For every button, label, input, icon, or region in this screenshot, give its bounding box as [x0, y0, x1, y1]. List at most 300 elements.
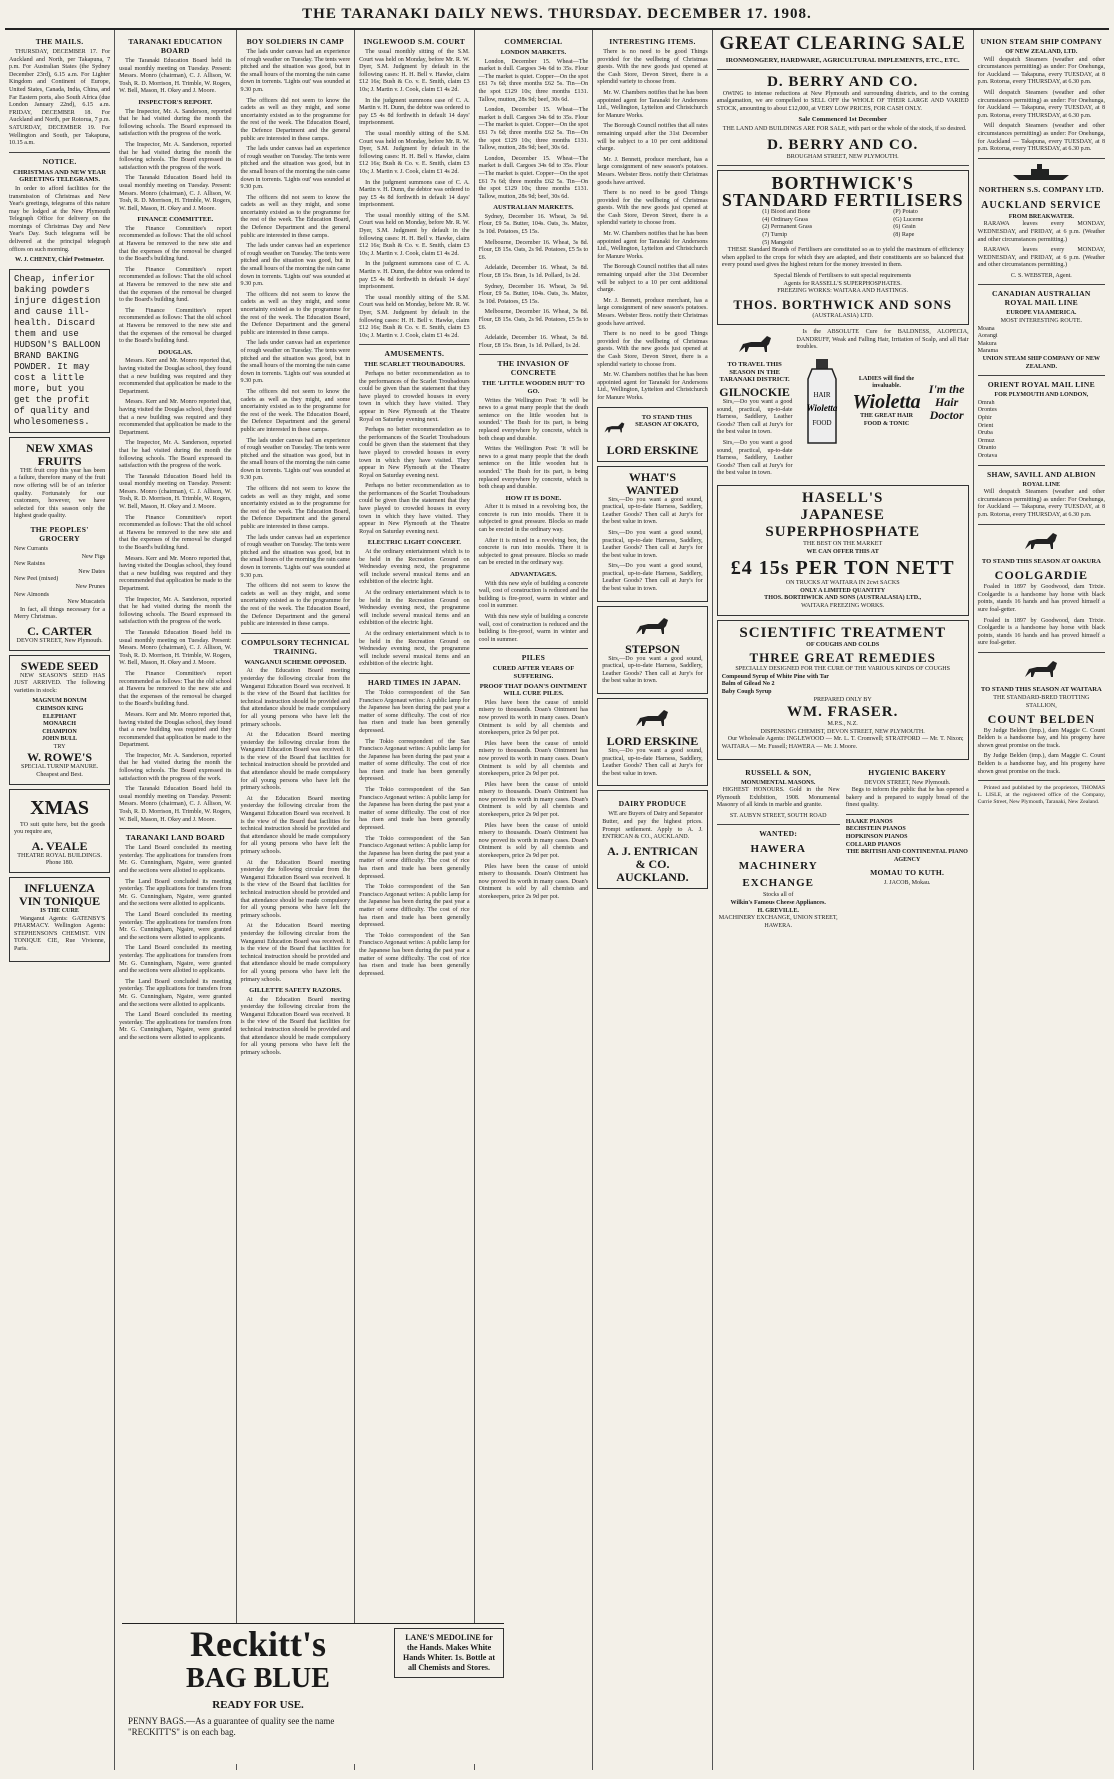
wanted-text: Sirs,—Do you want a good sound, practical, up-to-date Harness, Saddlery, Leather Goods? Then call at Jury's for the best value in town.	[716, 399, 793, 436]
column-7	[713, 30, 974, 1770]
orient-ship: Omrah	[977, 399, 995, 406]
reckitts-row	[122, 1624, 504, 1742]
stallion-row	[602, 412, 703, 444]
stallion1-heading: TO STAND THIS SEASON AT OKATO,	[635, 413, 699, 429]
orient-ship: Ophir	[977, 415, 992, 421]
fertiliser-item: (P) Potato	[893, 209, 918, 216]
fertiliser-item: (7) Turnip	[762, 231, 788, 238]
union-text: Will despatch Steamers (weather and other circumstances permitting) as under: For Onehunga, for Auckland — Takapuna, every TUESDAY, at 8 p.m. Rotorua, every THURSDAY, at 6.30 p.m.	[977, 123, 1106, 153]
whats-wanted-ad	[597, 466, 708, 602]
fertiliser-item: (2) Permanent Grass	[762, 224, 813, 231]
horse-icon	[632, 614, 672, 640]
japan-text: The Tokio correspondent of the San Francisco Argonaut writes: A public lamp for the Japanese has been during the past year a matter of some difficulty. The cost of rice has risen and trade has been generally depressed.	[359, 738, 470, 783]
electric-text: At the ordinary entertainment which is to be held in the Recreation Ground on Wednesday evening next, the programme will include several musical items and an exhibition of the electric light.	[359, 590, 470, 627]
divider	[846, 814, 969, 815]
auckland-heading: AUCKLAND SERVICE	[981, 199, 1102, 211]
electric-text: At the ordinary entertainment which is to be held in the Recreation Ground on Wednesday evening next, the programme will include several musical items and an exhibition of the electric light.	[359, 630, 470, 668]
gilnockie-heading: TO TRAVEL THIS SEASON IN THE TARANAKI DISTRICT.	[719, 361, 790, 384]
ship-list	[978, 326, 1105, 356]
shipping-co: UNION STEAM SHIP COMPANY OF NEW ZEALAND.	[982, 356, 1101, 370]
education-text: The Taranaki Education Board held its usual monthly meeting on Tuesday. Present: Messrs. Monro (chairman), C. J. Allison, W. Tosh, R. D. Morrison, H. Trimble, W. Rogers, W. Bell, Mason, H. Okey and J. Moore.	[119, 175, 232, 212]
court-text: In the judgment summons case of C. A. Martin v. H. Dunn, the debtor was ordered to pay £5 4s 8d forthwith in default 14 days' imprisonment.	[359, 97, 470, 127]
influenza-heading: INFLUENZA	[24, 881, 95, 896]
concrete-text: Writes the Wellington Post: 'It will be news to a great many people that the death sentence on the little wooden hut is sounded.' The Bush for its part, is being replaced everywhere by concrete, which is both cheap and durable.	[478, 446, 589, 491]
camp-text: The lads under canvas had an experience of rough weather on Tuesday. The tents were pitched and the situation was good, but in the small hours of the morning the rain came down in torrents. 'Lights out' was sounded at 9.30 p.m.	[240, 534, 351, 579]
camp-text: The officers did not seem to know the cadets as well as they might, and some uncertainty existed as to the programme for the rest of the week. The Education Board, the Defence Department and the general public are interested in these camps.	[240, 194, 351, 239]
finance-heading: FINANCE COMMITTEE.	[137, 216, 214, 224]
grocery-item: New Prunes	[75, 583, 106, 590]
piano-brand-name: HOPKINSON	[845, 834, 883, 841]
union-heading: UNION STEAM SHIP COMPANY	[980, 37, 1103, 46]
training-text: At the Education Board meeting yesterday the following circular from the Wanganui Education Board was received. It is the view of the Board that facilities for technical instruction should be provided and that attendance should be made compulsory for all young persons who have left the primary schools.	[240, 923, 351, 983]
douglas-text: Messrs. Kerr and Mr. Monro reported that, having visited the Douglas school, they found that a new building was required and they recommended that application be made to the Department.	[119, 555, 232, 592]
wanted-text: Sirs,—Do you want a good sound, practical, up-to-date Harness, Saddlery, Leather Goods? Then call at Jury's for the best value in town.	[602, 748, 703, 777]
inspectors-heading: INSPECTOR'S REPORT.	[138, 98, 213, 106]
land-text: The Land Board concluded its meeting yesterday. The applications for transfers from Mr. G. Cunningham, Ngaire, were granted and the sections were allotted to applicants.	[119, 845, 232, 874]
notice-subheading: CHRISTMAS AND NEW YEAR GREETING TELEGRAMS.	[13, 168, 107, 184]
borthwick-heading: BORTHWICK'S	[771, 173, 914, 194]
troubadours-text: Perhaps no better recommendation as to the performances of the Scarlet Troubadours could be given than the statement that they have played to crowded houses in every town in which they have visited. They appear in New Plymouth at the Theatre Royal on Saturday evening next.	[359, 370, 470, 423]
training-text: At the Education Board meeting yesterday the following circular from the Wanganui Education Board was received. It is the view of the Board that facilities for technical instruction should be provided and that attendance should be made compulsory for all young persons who have left the primary schools.	[240, 996, 351, 1056]
court-text: The usual monthly sitting of the S.M. Court was held on Monday, before Mr. R. W. Dyer, S.M. Judgment by default in the following cases: H. H. Bell v. Hawke, claim £12 16s; Bush & Co. v. E. Smith, claim £3 10s; J. Martin v. J. Cook, claim £1 4s 2d.	[359, 130, 470, 175]
wanted-heading: WHAT'S WANTED	[626, 469, 679, 497]
belden-text: By Judge Belden (imp.), dam Maggie C. Count Belden is a handsome bay, and his progeny have shown great promise on the track.	[977, 753, 1106, 775]
grocery-list	[14, 546, 105, 607]
column-8	[974, 30, 1109, 1770]
russell-heading: RUSSELL & SON,	[745, 767, 812, 777]
piano-brand	[846, 834, 969, 842]
japan-text: The Tokio correspondent of the San Francisco Argonaut writes: A public lamp for the Japanese has been during the past year a matter of some difficulty. The cost of rice has risen and trade has been generally depressed.	[359, 689, 470, 734]
swede-varieties	[14, 698, 105, 744]
carter-address: DEVON STREET, New Plymouth.	[16, 637, 103, 644]
column-4	[355, 30, 475, 1770]
japan-text: The Tokio correspondent of the San Francisco Argonaut writes: A public lamp for the Japanese has been during the past year a matter of some difficulty. The cost of rice has risen and trade has been generally depressed.	[359, 932, 470, 977]
hawera-wilkins: Wilkin's Famous Cheese Appliances.	[730, 900, 826, 907]
piano-brand	[846, 826, 969, 834]
hygienic-ad	[846, 764, 969, 931]
mails-text: THURSDAY, DECEMBER 17. For Auckland and North, per Takapuna, 7 p.m. For Australian States (the Sydney December 23rd), 6.15 a.m. For Lighter Kingdom and Continent of Europe, United States, Canada, India, China, and Far Eastern ports, also South Africa (due London January 22nd), 6.15 a.m. FRIDAY, DECEMBER 18. For Auckland and North, per Rotorua, 7 p.m. SATURDAY, DECEMBER 19. For Wellington and South, per Takapuna, 10.15 a.m.	[9, 49, 111, 147]
dairy-heading: DAIRY PRODUCE	[618, 799, 687, 809]
training-text: At the Education Board meeting yesterday the following circular from the Wanganui Education Board was received. It is the view of the Board that facilities for technical instruction should be provided and that attendance should be made compulsory for all young persons who have left the primary schools.	[240, 859, 351, 919]
rowe-subtext: SPECIAL TURNIP MANURE. Cheapest and Best.	[21, 764, 99, 779]
fertiliser-text: THESE Standard Brands of Fertilisers are constituted so as to yield the maximum of efficiency when applied to the crops for which they are adapted, and their constituents are so balanced that every pound used gives the highest return for the money invested in them.	[721, 247, 964, 269]
shaw-sub: ROYAL LINE	[1022, 481, 1061, 488]
fertiliser-item: (8) Rape	[893, 231, 915, 238]
mails-heading: THE MAILS.	[35, 37, 84, 46]
column-3	[237, 30, 356, 1770]
printed-by: Printed and published by the proprietors, THOMAS L. LISLE, at the registered office of the Company, Currie Street, New Plymouth, Taranaki, New Zealand.	[977, 785, 1106, 805]
auckland-text: RARAWA leaves every MONDAY, WEDNESDAY, and FRIDAY, at 6 p.m. (Weather and other circumstances permitting.)	[977, 221, 1106, 243]
piano-brand-name: HAAKE	[845, 818, 869, 825]
rowe-try: TRY	[53, 743, 66, 750]
auckland-text: RARAWA leaves every MONDAY, WEDNESDAY, and FRIDAY, at 6 p.m. (Weather and other circumstances permitting.)	[977, 247, 1106, 269]
camp-text: The lads under canvas had an experience of rough weather on Tuesday. The tents were pitched and the situation was good, but in the small hours of the morning the rain came down in torrents. 'Lights out' was sounded at 9.30 p.m.	[240, 146, 351, 191]
piles-subheading: CURED AFTER YEARS OF SUFFERING.	[492, 665, 575, 680]
union-text: Will despatch Steamers (weather and other circumstances permitting) as under: For Onehunga, for Auckland — Takapuna, every TUESDAY, at 8 p.m. Rotorua, every THURSDAY, at 6.30 p.m.	[977, 56, 1106, 86]
wanted-text: Sirs,—Do you want a good sound, practical, up-to-date Harness, Saddlery, Leather Goods? Then call at Jury's for the best value in town.	[602, 655, 703, 685]
vin-tonique-heading: VIN TONIQUE	[18, 894, 101, 909]
clearing-sale-sub: IRONMONGERY, HARDWARE, AGRICULTURAL IMPLEMENTS, ETC., ETC.	[725, 57, 960, 64]
agent: C. S. WEBSTER, Agent.	[1010, 272, 1072, 279]
northern-heading: NORTHERN S.S. COMPANY LTD.	[978, 184, 1104, 194]
europe-heading: EUROPE VIA AMERICA.	[1006, 310, 1077, 317]
ship-name: Moana	[977, 325, 995, 332]
japan-text: The Tokio correspondent of the San Francisco Argonaut writes: A public lamp for the Japanese has been during the past year a matter of some difficulty. The cost of rice has risen and trade has been generally depressed.	[359, 835, 470, 880]
fertiliser-list	[722, 209, 964, 247]
interesting-items-heading: INTERESTING ITEMS.	[609, 37, 696, 46]
belden-stand: TO STAND THIS SEASON AT WAITARA	[980, 685, 1102, 693]
xmas-text: TO suit quite here, but the goods you require are,	[14, 821, 106, 836]
land-text: The Land Board concluded its meeting yesterday. The applications for transfers from Mr. G. Cunningham, Ngaire, were granted and the sections were allotted to applicants.	[119, 1012, 232, 1041]
doan-text: Piles have been the cause of untold misery to thousands. Doan's Ointment has now proved its worth in many cases. Doan's Ointment is sold by all chemists and storekeepers, price 2s 9d per pot.	[478, 781, 589, 819]
piano-brand-name: COLLARD	[845, 841, 877, 848]
gilnockie-ad	[717, 329, 793, 481]
ship-name: Marama	[977, 348, 998, 355]
scientific-ad	[717, 620, 969, 760]
doan-heading: PROOF THAT DOAN'S OINTMENT WILL CURE PILES.	[479, 682, 588, 698]
reckitts-bag-blue: BAG BLUE	[186, 1663, 330, 1694]
fertiliser-right	[893, 209, 923, 247]
how-text: After it is mixed in a revolving box, the concrete is run into moulds. There it is subjected to great pressure. Blocks so made can be erected in the ordinary way.	[478, 504, 589, 534]
adelaide-text: Adelaide, December 16. Wheat, 3s 8d. Flour, £8 15s. Bran, 1s 1d. Pollard, 1s 2d.	[478, 335, 589, 349]
horse-icon	[735, 332, 775, 358]
inspectors-text: The Inspector, Mr. A. Sanderson, reported that he had visited during the month the following schools. The Board expressed its satisfaction with the progress of the work.	[119, 141, 232, 171]
divider	[978, 158, 1105, 159]
berry-name-2: D. BERRY AND CO.	[767, 136, 919, 153]
berry-text: OWING to intense reductions at New Plymouth and surrounding districts, and to the coming amalgamation, we are compelled to SELL OFF the WHOLE OF THEIR LARGE AND VARIED STOCK, amounting to about £12,000, at VERY LOW PRICES, FOR CASH ONLY.	[716, 90, 969, 112]
fruits-text: THE fruit crop this year has been a failure, therefore many of the fruit now offering will be of an inferior quality. Fortunately for our customers, however, we have selected for this season only the highest grade quality.	[14, 467, 106, 520]
items-text: Mr. J. Bennett, produce merchant, has a large consignment of new season's potatoes. Messrs. Webster Bros. notify their Christmas goods have arrived.	[597, 297, 708, 327]
london-text: London, December 15. Wheat—The market is dull. Cargoes 34s 6d to 35s. Flour—The market is quiet. Copper—On the spot £61 7s 6d; three months £62 5s. Tin—On the spot £129 10s; three months £131. Tallow, mutton, 28s 9d; beef, 30s 6d.	[478, 58, 589, 103]
vin-tonique-sub: IS THE CURE	[40, 908, 79, 915]
coolgardie-heading: TO STAND THIS SEASON AT OAKURA	[981, 557, 1101, 565]
hair-doctor: I'm the Hair Doctor	[928, 381, 965, 422]
camp-text: The officers did not seem to know the cadets as well as they might, and some uncertainty existed as to the programme for the rest of the week. The Education Board, the Defence Department and the general public are interested in these camps.	[240, 388, 351, 433]
fertiliser-item: (4) Ordinary Grass	[762, 216, 809, 223]
variety: ELEPHANT	[42, 713, 77, 720]
orient-ship: Orotava	[977, 452, 998, 459]
fertilisers-heading: STANDARD FERTILISERS	[721, 190, 964, 211]
coolgardie-text: Foaled in 1897 by Goodwood, dam Trixie. Coolgardie is a handsome bay horse with black points, stands 16 hands and has proved himself a sure foal-getter.	[977, 584, 1106, 613]
berry-address: BROUGHAM STREET, NEW PLYMOUTH.	[786, 153, 899, 160]
camp-text: The lads under canvas had an experience of rough weather on Tuesday. The tents were pitched and the situation was good, but in the small hours of the morning the rain came down in torrents. 'Lights out' was sounded at 9.30 p.m.	[240, 49, 351, 93]
three-remedies: THREE GREAT REMEDIES	[749, 650, 936, 666]
troubadours-text: Perhaps no better recommendation as to the performances of the Scarlet Troubadours could be given than the statement that they have played to crowded houses in every town in which they have visited. They appear in New Plymouth at the Theatre Royal on Saturday evening next.	[359, 427, 470, 479]
russell-address: ST. AUBYN STREET, SOUTH ROAD	[729, 812, 827, 819]
kuth-heading: MOMAU TO KUTH.	[870, 868, 945, 878]
concrete-heading: THE INVASION OF CONCRETE	[497, 359, 570, 378]
reckitts-name: Reckitt's	[190, 1624, 326, 1664]
finance-text: The Finance Committee's report recommended as follows: That the old school at Hawera be removed to the new site and that the expenses of the removal be charged to the Board's building fund.	[119, 670, 232, 708]
limited-quantity: ONLY A LIMITED QUANTITY	[800, 587, 886, 594]
masthead: THE TARANAKI DAILY NEWS. THURSDAY. DECEMBER 17. 1908.	[5, 3, 1109, 30]
xmas-ad	[9, 789, 110, 873]
divider	[978, 524, 1105, 525]
fraser-sub: M.P.S., N.Z.	[827, 721, 858, 728]
variety: CRIMSON KING	[35, 705, 84, 712]
education-text: The Taranaki Education Board held its usual monthly meeting on Tuesday. Present: Messrs. Monro (chairman), C. J. Allison, W. Tosh, R. D. Morrison, H. Trimble, W. Rogers, W. Bell, Mason, H. Okey and J. Moore.	[119, 786, 232, 823]
veale-name: A. VEALE	[31, 838, 88, 853]
wanted-text: Sirs,—Do you want a good sound, practical, up-to-date Harness, Saddlery, Leather Goods? Then call at Jury's for the best value in town.	[602, 563, 703, 593]
court-text: The usual monthly sitting of the S.M. Court was held on Monday, before Mr. R. W. Dyer, S.M. Judgment by default in the following cases: H. H. Bell v. Hawke, claim £12 16s; Bush & Co. v. E. Smith, claim £3 10s; J. Martin v. J. Cook, claim £1 4s 2d.	[359, 294, 470, 339]
boy-soldiers-heading: BOY SOLDIERS IN CAMP	[246, 37, 345, 46]
steamship-icon	[1011, 163, 1071, 181]
concrete-subheading: THE 'LITTLE WOODEN HUT' TO GO.	[481, 380, 585, 395]
reckitts-ad	[122, 1623, 504, 1764]
baking-powder-ad: Cheap, inferior baking powders injure digestion and cause ill-health. Discard them and use HUDSON'S BALLOON BRAND BAKING POWDER. It may cost a little more, but you get the profit of quality and wholesomeness.	[9, 269, 110, 433]
jacob-name: J. JACOB, Mokau.	[883, 880, 931, 887]
hair-tonic-bottle-icon	[796, 357, 848, 447]
grocery-item: New Figs	[81, 553, 106, 560]
horse-icon	[632, 706, 672, 732]
orient-ship: Ormuz	[977, 437, 995, 444]
training-text: At the Education Board meeting yesterday the following circular from the Wanganui Education Board was received. It is the view of the Board that facilities for technical instruction should be provided and that attendance should be made compulsory for all young persons who have left the primary schools.	[240, 668, 351, 728]
training-text: At the Education Board meeting yesterday the following circular from the Wanganui Education Board was received. It is the view of the Board that facilities for technical instruction should be provided and that attendance should be made compulsory for all young persons who have left the primary schools.	[240, 732, 351, 792]
sydney-text: Sydney, December 16. Wheat, 3s 9d. Flour, £9 5s. Butter, 104s. Oats, 3s. Maize, 3s 10d. Potatoes, £5 15s.	[478, 283, 589, 305]
australian-markets-heading: AUSTRALIAN MARKETS.	[493, 204, 574, 212]
newspaper-page	[5, 3, 1109, 1773]
grocery-item: New Almonds	[14, 591, 50, 598]
gilnockie-name: GILNOCKIE	[719, 385, 790, 400]
russell-sub: MONUMENTAL MASONS.	[741, 779, 816, 786]
middle-ads-row	[717, 329, 969, 481]
orient-heading: ORIENT ROYAL MAIL LINE	[987, 380, 1095, 390]
column-6	[593, 30, 713, 1770]
divider	[359, 673, 470, 674]
coolgardie-text: Foaled in 1897 by Goodwood, dam Trixie. Coolgardie is a handsome bay horse with black points, stands 16 hands and has proved himself a sure foal-getter.	[977, 617, 1106, 647]
wioletta-text: Is the ABSOLUTE Cure for BALDNESS, ALOPECIA, DANDRUFF, Weak and Falling Hair, Irritation of Scalp, and all Hair troubles.	[796, 329, 969, 351]
divider	[978, 780, 1105, 781]
piano-list	[846, 819, 969, 849]
dairy-ad	[597, 790, 708, 888]
items-text: The Borough Council notifies that all rates remaining unpaid after the 31st December will be subject to a 10 per cent additional charge.	[597, 264, 708, 294]
clearing-sale-heading: GREAT CLEARING SALE	[719, 33, 966, 54]
melbourne-text: Melbourne, December 16. Wheat, 3s 8d. Flour, £8 15s. Oats, 2s 9d. Potatoes, £5 5s to £6.	[478, 309, 589, 331]
education-text: The Taranaki Education Board held its usual monthly meeting on Tuesday. Present: Messrs. Monro (chairman), C. J. Allison, W. Tosh, R. D. Morrison, H. Trimble, W. Rogers, W. Bell, Mason, H. Okey and J. Moore.	[119, 629, 232, 667]
wanted-text: Sirs,—Do you want a good sound, practical, up-to-date Harness, Saddlery, Leather Goods? Then call at Jury's for the best value in town.	[602, 529, 703, 559]
divider	[479, 648, 589, 649]
veale-address: THEATRE ROYAL BUILDINGS. Phone 180.	[17, 852, 102, 867]
dairy-text: WE are Buyers of Dairy and Separator Butter, and pay the highest prices. Prompt settlement. Apply to A. J. ENTRICAN & CO., AUCKLAND.	[602, 811, 703, 841]
horse-icon	[1021, 657, 1061, 683]
wioletta-name: Wioletta	[852, 391, 921, 414]
divider	[978, 465, 1105, 466]
price-intro: WE CAN OFFER THIS AT	[806, 548, 879, 555]
belden-text: By Judge Belden (imp.), dam Maggie C. Count Belden is a handsome bay, and his progeny have shown great promise on the track.	[977, 727, 1106, 749]
education-board-heading: TARANAKI EDUCATION BOARD	[128, 37, 223, 55]
divider	[978, 652, 1105, 653]
japan-text: The Tokio correspondent of the San Francisco Argonaut writes: A public lamp for the Japanese has been during the past year a matter of some difficulty. The cost of rice has risen and trade has been generally depressed.	[359, 787, 470, 832]
adelaide-text: Adelaide, December 16. Wheat, 3s 8d. Flour, £8 15s. Bran, 1s 1d. Pollard, 1s 2d.	[478, 265, 589, 280]
inspectors-text: The Inspector, Mr. A. Sanderson, reported that he had visited during the month the following schools. The Board expressed its satisfaction with the progress of the work.	[119, 440, 232, 470]
fertiliser-item: (5) Mangold	[762, 239, 793, 246]
fruits-heading: NEW XMAS FRUITS	[26, 440, 93, 468]
camp-text: The officers did not seem to know the cadets as well as they might, and some uncertainty existed as to the programme for the rest of the week. The Education Board, the Defence Department and the general public are interested in these camps.	[240, 97, 351, 142]
ship-name: Makura	[977, 340, 997, 347]
orient-sub: FOR PLYMOUTH AND LONDON,	[994, 392, 1089, 399]
swede-seed-ad	[9, 655, 110, 785]
doan-text: Piles have been the cause of untold misery to thousands. Doan's Ointment has now proved its worth in many cases. Doan's Ointment is sold by all chemists and storekeepers, price 2s 9d per pot.	[478, 740, 589, 778]
divider	[479, 354, 589, 355]
divider	[119, 828, 231, 829]
canadian-heading: CANADIAN AUSTRALIAN ROYAL MAIL LINE	[991, 289, 1091, 308]
doan-text: Piles have been the cause of untold misery to thousands. Doan's Ointment has now proved its worth in many cases. Doan's Ointment is sold by all chemists and storekeepers, price 2s 9d per pot.	[478, 863, 589, 900]
stallion1-name: LORD ERSKINE	[606, 442, 699, 457]
fraser-address: DISPENSING CHEMIST, DEVON STREET, NEW PLYMOUTH.	[760, 728, 925, 735]
price-big: £4 15s PER TON NETT	[730, 557, 955, 580]
price-trucks: ON TRUCKS AT WAITARA IN 2cwt SACKS	[785, 580, 900, 587]
advantages-text: With this new style of building a concrete wall, cost of construction is reduced and the building is fire-proof, warm in winter and cool in summer.	[478, 614, 589, 643]
london-markets-heading: LONDON MARKETS.	[500, 49, 567, 56]
svg-text:Wioletta: Wioletta	[807, 403, 838, 414]
court-text: In the judgment summons case of C. A. Martin v. H. Dunn, the debtor was ordered to pay £5 4s 8d forthwith in default 14 days' imprisonment.	[359, 179, 470, 209]
hasell-ad	[717, 485, 969, 616]
stallion2-name: STEPSON	[625, 641, 680, 656]
piano-word: PIANOS	[882, 826, 906, 833]
fertiliser-item: (1) Blood and Bone	[762, 209, 811, 216]
divider	[717, 824, 840, 825]
scientific-heading: SCIENTIFIC TREATMENT	[739, 624, 946, 641]
bottle-label: HAIR	[813, 391, 832, 400]
rowe-name: W. ROWE'S	[27, 750, 93, 765]
medoline-ad: LANE'S MEDOLINE for the Hands. Makes White Hands Whiter. 1s. Bottle at all Chemists and Stores.	[394, 1628, 504, 1678]
hygienic-heading: HYGIENIC BAKERY	[868, 767, 947, 777]
japanese-heading: JAPANESE SUPERPHOSPHATE	[765, 507, 920, 540]
union-sub: OF NEW ZEALAND, LTD.	[1005, 49, 1078, 55]
london-text: London, December 15. Wheat—The market is dull. Cargoes 34s 6d to 35s. Flour—The market is quiet. Copper—On the spot £61 7s 6d; three months £62 5s. Tin—On the spot £129 10s; three months £131. Tallow, mutton, 28s 9d; beef, 30s 6d.	[478, 107, 589, 152]
wanted-text: Sirs,—Do you want a good sound, practical, up-to-date Harness, Saddlery, Leather Goods? Then call at Jury's for the best value in town.	[602, 496, 703, 526]
variety: JOHN BULL	[42, 736, 78, 743]
land-text: The Land Board concluded its meeting yesterday. The applications for transfers from Mr. G. Cunningham, Ngaire, were granted and the sections were allotted to applicants.	[119, 945, 232, 975]
camp-text: The officers did not seem to know the cadets as well as they might, and some uncertainty existed as to the programme for the rest of the week. The Education Board, the Defence Department and the general public are interested in these camps.	[240, 486, 351, 531]
prepared-by: PREPARED ONLY BY	[813, 696, 872, 703]
grocery-item: New Dates	[78, 568, 106, 575]
divider	[717, 69, 969, 70]
remedy-balm: Balm of Gilead No 2	[721, 681, 775, 688]
piano-word: PIANOS	[884, 834, 908, 841]
items-text: Mr. W. Chambers notifies that he has been appointed agent for Taranaki for Andersons Ltd., Wellington, Lyttelton and Christchurch for Manure Works.	[597, 89, 708, 119]
grocery-item: New Raisins	[14, 561, 45, 568]
douglas-text: Messrs. Kerr and Mr. Monro reported that, having visited the Douglas school, they found that a new building was required and they recommended that application be made to the Department.	[119, 711, 232, 749]
orient-ship: Oruba	[977, 430, 993, 437]
fertiliser-note: Special Blends of Fertilisers to suit special requirements	[774, 272, 912, 279]
court-heading: INGLEWOOD S.M. COURT	[363, 37, 466, 46]
grocery-heading: THE PEOPLES' GROCERY	[30, 525, 89, 543]
wanted-text: Sirs,—Do you want a good sound, practical, up-to-date Harness, Saddlery, Leather Goods? Then call at Jury's for the best value in town.	[716, 440, 793, 477]
russell-text: HIGHEST HONOURS. Gold in the New Plymouth Exhibition, 1908. Monumental Masonry of all kinds in marble and granite.	[716, 787, 840, 809]
piano-brand	[846, 819, 969, 827]
carter-name: C. CARTER	[27, 623, 93, 638]
doan-text: Piles have been the cause of untold misery to thousands. Doan's Ointment has now proved its worth in many cases. Doan's Ointment is sold by all chemists and storekeepers, price 2s 9d per pot.	[478, 822, 589, 860]
land-text: The Land Board concluded its meeting yesterday. The applications for transfers from Mr. G. Cunningham, Ngaire, were granted and the sections were allotted to applicants.	[119, 911, 232, 941]
thos-borthwick-name: THOS. BORTHWICK AND SONS	[733, 296, 952, 312]
swede-heading: SWEDE SEED	[20, 658, 99, 673]
commercial-heading: COMMERCIAL	[504, 37, 563, 46]
wioletta-row	[796, 355, 968, 449]
column-5	[475, 30, 594, 1770]
camp-text: The lads under canvas had an experience of rough weather on Tuesday. The tents were pitched and the situation was good, but in the small hours of the morning the rain came down in torrents. 'Lights out' was sounded at 9.30 p.m.	[240, 437, 351, 482]
variety: MONARCH	[43, 721, 76, 728]
finance-text: The Finance Committee's report recommended as follows: That the old school at Hawera be removed to the new site and that the expenses of the removal be charged to the Board's building fund.	[119, 307, 232, 345]
xmas-heading: XMAS	[30, 796, 90, 819]
douglas-heading: DOUGLAS.	[158, 348, 193, 356]
grocery-greeting: In fact, all things necessary for a Merry Christmas.	[14, 606, 106, 621]
fertiliser-item: (G) Lucerne	[893, 216, 924, 223]
divider	[978, 284, 1105, 285]
stallion-ad-1	[597, 407, 708, 462]
column-2	[115, 30, 236, 1770]
reckitts-main	[122, 1624, 394, 1742]
how-heading: HOW IT IS DONE.	[505, 494, 562, 502]
training-text: At the Education Board meeting yesterday the following circular from the Wanganui Education Board was received. It is the view of the Board that facilities for technical instruction should be provided and that attendance should be made compulsory for all young persons who have left the primary schools.	[240, 795, 351, 855]
inspectors-text: The Inspector, Mr. A. Sanderson, reported that he had visited during the month the following schools. The Board expressed its satisfaction with the progress of the work.	[119, 596, 232, 626]
douglas-text: Messrs. Kerr and Mr. Monro reported that, having visited the Douglas school, they found that a new building was required and they recommended that application be made to the Department.	[119, 358, 232, 395]
freezing-works: FREEZING WORKS: WAITARA AND HASTINGS.	[777, 288, 909, 295]
reckitts-ready: READY FOR USE.	[212, 1699, 304, 1711]
divider	[9, 152, 110, 153]
how-text: After it is mixed in a revolving box, the concrete is run into moulds. There it is subjected to great pressure. Blocks so made can be erected in the ordinary way.	[478, 537, 589, 567]
coughs-sub: OF COUGHS AND COLDS	[806, 641, 880, 648]
thos-borthwick-sub: (AUSTRALASIA) LTD.	[812, 312, 874, 319]
fertiliser-item: (6) Grain	[893, 224, 916, 231]
entrican-name: A. J. ENTRICAN & CO. AUCKLAND.	[607, 843, 698, 884]
borthwick-ad	[717, 170, 969, 325]
gillette-heading: GILLETTE SAFETY RAZORS.	[249, 987, 342, 995]
count-belden-name: COUNT BELDEN	[987, 711, 1096, 726]
hawera-stock: Stocks all of	[762, 892, 794, 899]
wioletta-ad	[796, 329, 968, 481]
japan-text: The Tokio correspondent of the San Francisco Argonaut writes: A public lamp for the Japanese has been during the past year a matter of some difficulty. The cost of rice has risen and trade has been generally depressed.	[359, 884, 470, 929]
fraser-agents: Our Wholesale Agents: INGLEWOOD — Mr. L. T. Cromwell; STRATFORD — Mr. T. Nixon; WAITARA — Mr. Fussell; HAWERA — Mr. J. Moore.	[721, 736, 964, 750]
camp-text: The officers did not seem to know the cadets as well as they might, and some uncertainty existed as to the programme for the rest of the week. The Education Board, the Defence Department and the general public are interested in these camps.	[240, 291, 351, 336]
remedy-baby: Baby Cough Syrup	[721, 688, 772, 695]
items-text: Mr. W. Chambers notifies that he has been appointed agent for Taranaki for Andersons Ltd., Wellington, Lyttelton and Christchurch for Manure Works.	[597, 231, 708, 260]
electric-heading: ELECTRIC LIGHT CONCERT.	[367, 539, 461, 547]
stallion3-name: LORD ERSKINE	[606, 734, 699, 749]
union-text: Will despatch Steamers (weather and other circumstances permitting) as under: For Onehunga, for Auckland — Takapuna, every TUESDAY, at 8 p.m. Rotorua, every THURSDAY, at 6.30 p.m.	[977, 89, 1106, 119]
union-text: Will despatch Steamers (weather and other circumstances permitting) as under: For Onehunga, for Auckland — Takapuna, every TUESDAY, at 8 p.m. Rotorua, every THURSDAY, at 6.30 p.m.	[977, 489, 1106, 518]
fertiliser-agents: Agents for RASSELL'S SUPERPHOSPHATES.	[783, 280, 902, 287]
piano-brand	[846, 842, 969, 850]
berry-land: THE LAND AND BUILDINGS ARE FOR SALE, with part or the whole of the stock, if so desired.	[722, 125, 967, 132]
svg-text:FOOD: FOOD	[812, 419, 833, 428]
orient-ship: Otranto	[977, 445, 997, 452]
column-1	[5, 30, 115, 1770]
items-text: There is no need to be good Things provided for the wellbeing of Christmas guests. With the new goods just opened at the Cash Store, Devon Street, there is a splendid variety to choose from.	[597, 190, 708, 227]
shaw-heading: SHAW, SAVILL AND ALBION	[987, 469, 1096, 479]
remedy-compound: Compound Syrup of White Pine with Tar	[721, 673, 829, 680]
bottom-ads-row	[717, 764, 969, 931]
ship-name: Aorangi	[977, 333, 998, 340]
horse-icon	[602, 415, 627, 441]
thos-borthwick-name-2: THOS. BORTHWICK AND SONS (AUSTRALASIA) LTD.,	[764, 595, 922, 602]
troubadours-text: Perhaps no better recommendation as to the performances of the Scarlet Troubadours could be given than the statement that they have played to crowded houses in every town in which they have visited. They appear in New Plymouth at the Theatre Royal on Saturday evening next.	[359, 483, 470, 535]
fertiliser-left	[762, 209, 812, 247]
camp-text: The lads under canvas had an experience of rough weather on Tuesday. The tents were pitched and the situation was good, but in the small hours of the morning the rain came down in torrents. 'Lights out' was sounded at 9.30 p.m.	[240, 340, 351, 385]
court-text: The usual monthly sitting of the S.M. Court was held on Monday, before Mr. R. W. Dyer, S.M. Judgment by default in the following cases: H. H. Bell v. Hawke, claim £12 16s; Bush & Co. v. E. Smith, claim £3 10s; J. Martin v. J. Cook, claim £1 4s 2d.	[359, 49, 470, 93]
orient-ship: Orient	[977, 422, 994, 429]
hygienic-address: DEVON STREET, New Plymouth.	[864, 779, 951, 786]
japan-heading: HARD TIMES IN JAPAN.	[367, 677, 461, 687]
training-subheading: WANGANUI SCHEME OPPOSED.	[244, 658, 347, 666]
swede-text: NEW SEASON'S SEED HAS JUST ARRIVED. The following varieties in stock:	[14, 672, 106, 694]
camp-text: The officers did not seem to know the cadets as well as they might, and some uncertainty existed as to the programme for the rest of the week. The Education Board, the Defence Department and the general public are interested in these camps.	[240, 583, 351, 628]
breakwater: FROM BREAKWATER.	[1008, 213, 1074, 220]
variety: MAGNUM BONUM	[32, 698, 87, 705]
divider	[359, 344, 470, 345]
columns	[5, 30, 1109, 1770]
melbourne-text: Melbourne, December 16. Wheat, 3s 8d. Flour, £8 15s. Oats, 2s 9d. Potatoes, £5 5s to £6.	[478, 239, 589, 261]
